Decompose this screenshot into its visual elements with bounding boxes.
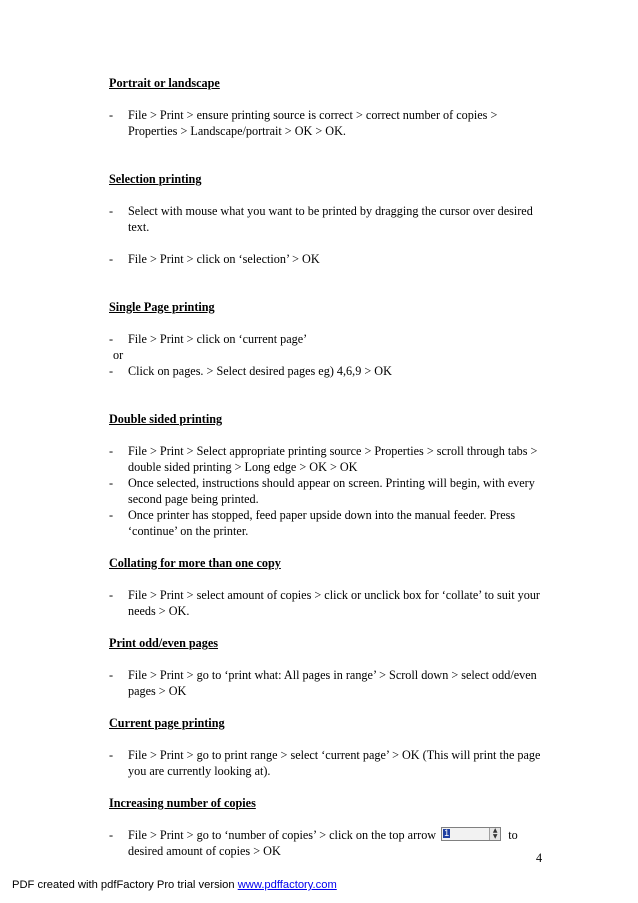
list-item: - File > Print > click on ‘current page’ [109,332,308,346]
heading-collating: Collating for more than one copy [109,556,281,570]
list-item: - File > Print > click on ‘selection’ > OK [109,252,320,266]
spinner-value: 1 [444,828,450,838]
copies-spinner-image [441,827,501,841]
document-body [109,75,544,859]
page-number: 4 [536,851,543,865]
list-item: - File > Print > go to ‘print what: All pages in range’ > Scroll down > select odd/even pages > OK [109,668,537,698]
heading-increasing-copies: Increasing number of copies [109,796,256,810]
list-item: - File > Print > go to ‘number of copies’ > click on the top arrow 1 ▲ ▼ to desired amount of copies > OK [109,827,518,858]
footer-link[interactable]: www.pdffactory.com [237,879,337,891]
heading-portrait-landscape: Portrait or landscape [109,76,220,90]
heading-double-sided-printing: Double sided printing [109,412,223,426]
list-item: - Once selected, instructions should appear on screen. Printing will begin, with every second page being printed. [109,476,535,506]
heading-selection-printing: Selection printing [109,172,202,186]
list-item: - Click on pages. > Select desired pages eg) 4,6,9 > OK [109,364,392,378]
list-item: - Select with mouse what you want to be printed by dragging the cursor over desired text. [109,204,533,234]
heading-current-page-printing: Current page printing [109,716,225,730]
list-item: - Once printer has stopped, feed paper upside down into the manual feeder. Press ‘continue’ on the printer. [109,508,516,538]
or-separator: or [113,348,124,362]
list-item: - File > Print > go to print range > select ‘current page’ > OK (This will print the page you are currently looking at). [109,748,541,778]
heading-single-page-printing: Single Page printing [109,300,215,314]
list-item: - File > Print > select amount of copies > click or unclick box for ‘collate’ to suit your needs > OK. [109,588,540,618]
spinner-arrows-icon: ▲ ▼ [489,828,500,840]
list-item: - File > Print > ensure printing source is correct > correct number of copies > Properties > Landscape/portrait > OK > OK. [109,108,498,138]
list-item: - File > Print > Select appropriate printing source > Properties > scroll through tabs > double sided printing > Long edge > OK > OK [109,444,538,474]
pdf-footer [12,878,337,892]
heading-print-odd-even: Print odd/even pages [109,636,219,650]
footer-text: PDF created with pdfFactory Pro trial version [12,879,238,891]
